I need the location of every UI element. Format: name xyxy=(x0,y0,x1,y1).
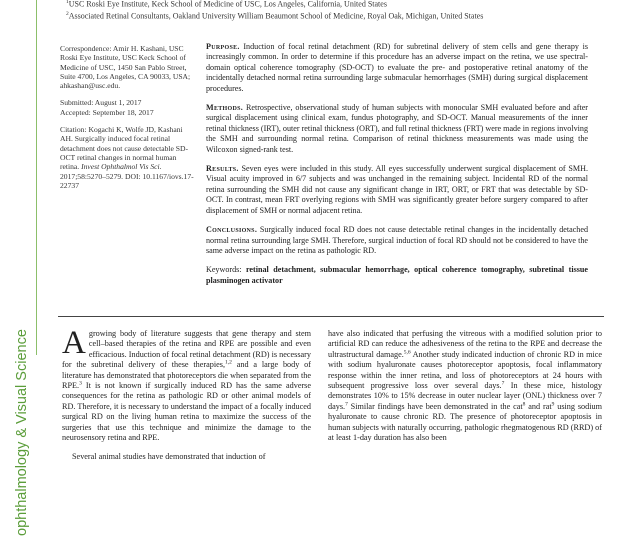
reference-marker: 9 xyxy=(551,401,555,408)
reference-marker: 8 xyxy=(522,401,526,408)
affiliation-2: $^2$Associated Retinal Consultants, Oakland University William Beaumont School of Medicine, Royal Oak, Michigan, United States xyxy=(66,11,484,21)
body-text: and rat xyxy=(525,401,552,411)
body-column-2 xyxy=(328,329,602,443)
article-meta-sidebar xyxy=(60,44,196,198)
intro-paragraph xyxy=(62,325,311,443)
submitted-date: Submitted: August 1, 2017 xyxy=(60,98,142,108)
accepted-date: Accepted: September 18, 2017 xyxy=(60,107,154,117)
paragraph-continued xyxy=(328,329,602,443)
keywords: Keywords: retinal detachment, submacular hemorrhage, optical coherence tomography, subretinal tissue plasminogen activator xyxy=(206,265,588,285)
citation-journal: Invest Ophthalmol Vis Sci. xyxy=(81,162,162,172)
reference-marker: 1,2 xyxy=(225,359,232,366)
citation: Citation: Kogachi K, Wolfe JD, Kashani AH. Surgically induced focal retinal detachment does not cause detectable SD-OCT retinal changes in normal human retina. Invest Ophthalmol Vis Sci. 2017;58:5270–5279. DOI: 10.1167/iovs.17-22737 xyxy=(60,125,194,190)
abstract-conclusions: Conclusions. Surgically induced focal RD does not cause detectable retinal changes in the incidentally detached normal retina surrounding large SMH. Therefore, surgical induction of focal RD should not be considered to have the same adverse impact on the retina as pathologic RD. xyxy=(206,225,588,255)
abstract-purpose: Purpose. Induction of focal retinal detachment (RD) for subretinal delivery of stem cells and gene therapy is increasingly common. In order to determine if this procedure has an adverse impact on the retina, we use spectral-domain optical coherence tomography (SD-OCT) to evaluate the pre- and postoperative retinal anatomy of the incidentally detached normal retina surrounding large submacular hemorrhages (SMH) during surgical displacement procedures. xyxy=(206,42,588,93)
reference-marker: 3 xyxy=(79,380,82,387)
body-text: growing body of literature suggests that gene therapy and stem cell–based therapies of the retina and RPE are possible and even efficacious. Induction of focal retinal detachment (RD) is necessary for the subretinal delivery of these therapies, xyxy=(62,329,311,370)
journal-side-label: ophthalmology & Visual Science xyxy=(14,329,30,536)
abstract-methods: Methods. Retrospective, observational study of human subjects with monocular SMH evaluated before and after surgical displacement using clinical exam, fundus photography, and SD-OCT. Manual measurements of the inner retinal thickness (IRT), outer retinal thickness (ORT), and full retinal thickness (FRT) were made in regions involving the SMH and surrounding normal retina. Comparison of retinal thickness measurements was made using the Wilcoxon signed-rank test. xyxy=(206,103,588,154)
body-text: Similar findings have been demonstrated in the cat xyxy=(347,401,523,411)
body-text: using sodium hyaluronate to cause chronic RD. The presence of photoreceptor apoptosis in human subjects with naturally occurring, pathologic rhegmatogenous RD (RRD) of at least 1-day duration has also been xyxy=(328,401,602,443)
body-text: have also indicated that perfusing the vitreous with a modified solution prior to artificial RD can reduce the adhesiveness of the retina to the RPE and decrease the ultrastructural damage. xyxy=(328,329,602,359)
paragraph-2-start: Several animal studies have demonstrated that induction of xyxy=(72,452,266,462)
body-text: Another study indicated induction of chronic RD in mice with sodium hyaluronate causes photoreceptor apoptosis, focal inflammatory response within the inner retina, and loss of photoreceptors at 24 hours with subsequent progressive loss over several days. xyxy=(328,349,602,391)
section-divider xyxy=(58,316,604,317)
body-text: In these mice, histology demonstrates 10% to 15% decrease in outer nuclear layer (ONL) thickness over 7 days. xyxy=(328,381,602,411)
correspondence: Correspondence: Amir H. Kashani, USC Roski Eye Institute, USC Keck School of Medicine of USC, 1450 San Pablo Street, Suite 4700, Los Angeles, CA 90033, USA; ahkashan@usc.edu. xyxy=(60,44,191,91)
abstract-results: Results. Seven eyes were included in this study. All eyes successfully underwent surgical displacement of SMH. Visual acuity improved in 6/7 subjects and was unchanged in the remaining subject. Incidental RD of the normal retina surrounding the SMH did not cause any significant change in IRT, ORT, or FRT that was detectable by SD-OCT. In contrast, mean FRT overlying regions with SMH was significantly greater before surgery compared to after displacement of SMH or normal adjacent retina. xyxy=(206,164,588,215)
abstract xyxy=(206,42,588,295)
body-text: and a large body of literature has demonstrated that photoreceptors die when separated from the RPE. xyxy=(62,360,311,391)
body-column-1 xyxy=(62,325,311,463)
body-text: It is not known if surgically induced RD has the same adverse consequences for the retina as pathologic RD or other animal models of RD. Therefore, it is necessary to understand the impact of a focally induced surgical RD on the living human retina to maximize the success of the surgeries that use this technique and minimize the damage to the neurosensory retina and RPE. xyxy=(62,381,311,443)
sidebar-rule xyxy=(36,0,37,355)
reference-marker: 7 xyxy=(345,401,348,408)
reference-marker: 7 xyxy=(501,380,505,387)
reference-marker: 5,6 xyxy=(403,349,411,356)
drop-cap: A xyxy=(62,325,86,361)
affiliation-1: $^1$USC Roski Eye Institute, Keck School of Medicine of USC, Los Angeles, California, United States xyxy=(66,0,387,9)
